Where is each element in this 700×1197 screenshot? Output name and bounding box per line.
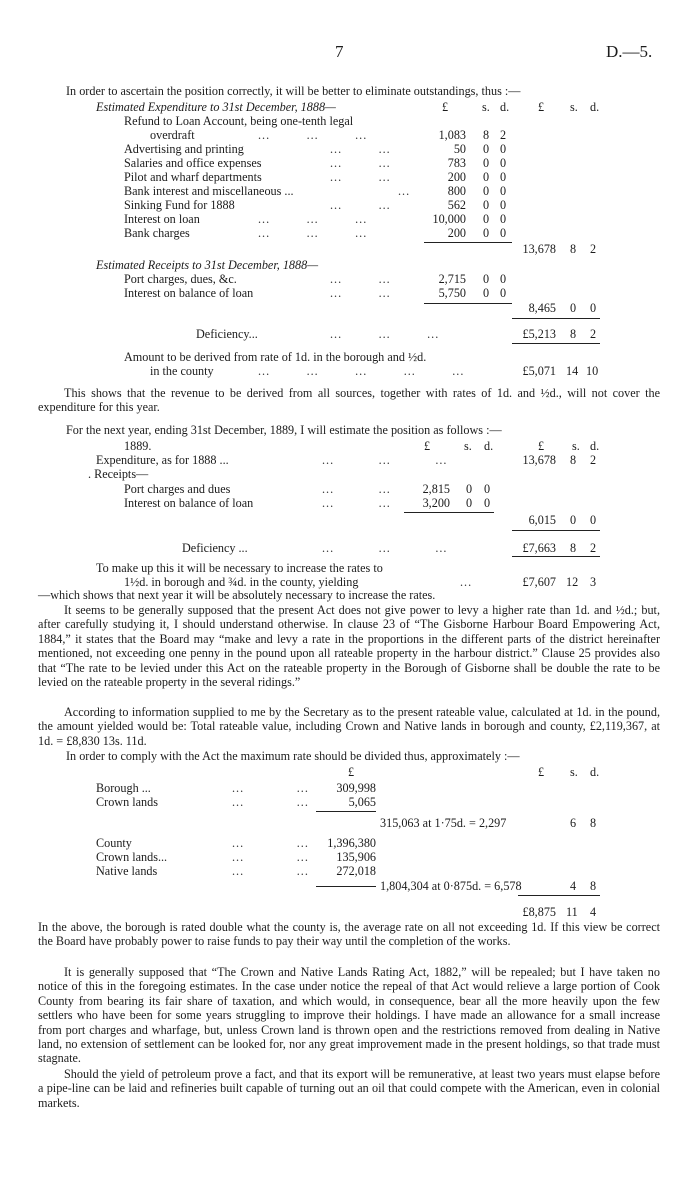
paragraph-act-powers: It seems to be generally supposed that the present Act does not give power to levy a higher rate than 1d. and ½d.; but, after carefully studying it, I should understand otherwise. In clause 23 of “The Gisborne Harbour Board Empowering Act, 1884,” it states that the Board may “make and levy a rate in the proportions in the different parts of the district hereinafter mentioned, not exceeding one penny in the pound upon all rateable property in the harbour district.” Clause 25 provides also that “The rate to be levied under this Act on the rateable property in the Borough of Gisborne shall be double the rate to be levied on the rateable property in the several ridings.” [38,603,660,690]
col-head-shillings-total: s. [572,439,580,453]
row-label: Interest on balance of loan [124,496,254,510]
row-pence: 0 [484,482,491,496]
expenditure-pence: 2 [590,453,597,467]
expenditure-shillings: 8 [570,453,577,467]
row-pence: 0 [484,496,491,510]
receipts-label: . Receipts— [88,467,149,481]
county-total: 1,804,304 at 0·875d. = 6,578 [380,879,522,893]
expenditure-total-pence: 2 [590,242,597,256]
row-pence: 0 [500,198,507,212]
row-label: Sinking Fund for 1888 [124,198,235,212]
row-shillings: 8 [483,128,490,142]
make-up-shillings: 12 [566,575,579,589]
deficiency-shillings: 8 [570,327,577,341]
receipts-total-pounds: 6,015 [528,513,556,527]
grand-total-shillings: 11 [566,905,578,919]
subtotal-rule [424,303,512,304]
rate-line: Amount to be derived from rate of 1d. in the borough and ½d. [124,350,427,364]
col-head-shillings: s. [482,100,490,114]
subtotal-rule [404,512,494,513]
col-head-pounds: £ [348,765,355,779]
borough-total: 315,063 at 1·75d. = 2,297 [380,816,507,830]
leader-dots: ... ... ... [258,128,368,142]
col-head-pence: d. [500,100,510,114]
row-pence: 0 [500,156,507,170]
col-head-shillings-total: s. [570,100,578,114]
row-shillings: 0 [483,142,490,156]
total-rule [512,556,600,557]
deficiency-pence: 2 [590,327,597,341]
paragraph-increase-rates: —which shows that next year it will be absolutely necessary to increase the rates. [38,588,436,602]
county-pence: 8 [590,879,597,893]
rate-line-county: in the county [150,364,214,378]
rate-value-pounds: £5,071 [522,364,556,378]
intro-maximum-rate: In order to comply with the Act the maximum rate should be divided thus, approximately :— [66,749,520,763]
col-head-shillings: s. [464,439,472,453]
row-value: 1,396,380 [327,836,376,850]
make-up-line: To make up this it will be necessary to increase the rates to [96,561,383,575]
row-label: Crown lands [96,795,158,809]
subtotal-rule [316,811,376,812]
total-rule [512,530,600,531]
row-shillings: 0 [483,156,490,170]
row-value: 272,018 [336,864,376,878]
leader-dots: ... ... [232,836,309,850]
row-pence: 0 [500,272,507,286]
deficiency-shillings: 8 [570,541,577,555]
leader-dots: ... ... [322,496,391,510]
col-head-pence-total: d. [590,100,600,114]
row-label: Bank charges [124,226,190,240]
make-up-pounds: £7,607 [522,575,556,589]
expenditure-total-shillings: 8 [570,242,577,256]
row-label: Pilot and wharf departments [124,170,262,184]
row-shillings: 0 [483,212,490,226]
intro-1889: For the next year, ending 31st December, 1889, I will estimate the position as follows :— [66,423,502,437]
row-pounds: 2,715 [438,272,466,286]
row-shillings: 0 [483,170,490,184]
leader-dots: ... ... [330,156,391,170]
deficiency-label: Deficiency ... [182,541,248,555]
intro-line: In order to ascertain the position correctly, it will be better to eliminate outstandings, thus :— [66,84,521,98]
col-head-pounds: £ [424,439,431,453]
borough-shillings: 6 [570,816,577,830]
total-rule [512,343,600,344]
row-pounds: 562 [447,198,466,212]
expenditure-label: Expenditure, as for 1888 ... [96,453,229,467]
document-reference: D.—5. [606,42,653,61]
leader-dots: ... ... ... [330,327,440,341]
col-head-pence-total: d. [590,765,600,779]
row-pounds: 5,750 [438,286,466,300]
row-pence: 0 [500,286,507,300]
row-pence: 0 [500,142,507,156]
leader-dots: ... ... [330,142,391,156]
leader-dots: ... ... ... [258,212,368,226]
leader-dots: ... [398,184,411,198]
row-pounds: 1,083 [438,128,466,142]
row-label: Port charges and dues [124,482,231,496]
leader-dots: ... ... [232,850,309,864]
row-shillings: 0 [483,286,490,300]
paragraph-crown-native-lands: It is generally supposed that “The Crown and Native Lands Rating Act, 1882,” will be repealed; but I have taken no notice of this in the foregoing estimates. In the case under notice the repeal of that Act would relieve a large portion of Cook County from bearing its fair share of taxation, and which would, in consequence, bear all the more heavily upon the few settlers who have been for some years struggling to improve their holdings. I have made an allowance for a small increase from port charges and wharfage, but, unless Crown land is thrown open and the restrictions removed from dealing in Native land, no extension of settlement can be looked for, nor any great improvement made in the present holdings, so that trade must stagnate. [38,965,660,1066]
row-label: Borough ... [96,781,151,795]
row-pence: 2 [500,128,507,142]
row-pounds: 800 [447,184,466,198]
row-value: 135,906 [336,850,376,864]
row-pence: 0 [500,184,507,198]
paragraph-revenue: This shows that the revenue to be derived from all sources, together with rates of 1d. and ½d., will not cover the expenditure for this year. [38,386,660,415]
receipts-total-pence: 0 [590,513,597,527]
row-pounds: 10,000 [432,212,466,226]
paragraph-borough-rating: In the above, the borough is rated double what the county is, the average rate on all not exceeding 1d. If this view be correct the Board have probably power to raise funds to pay their way until the completion of the works. [38,920,660,949]
col-head-pence: d. [484,439,494,453]
row-pounds: 200 [447,170,466,184]
leader-dots: ... ... [232,864,309,878]
row-pence: 0 [500,212,507,226]
expenditure-heading: Estimated Expenditure to 31st December, 1888— [96,100,336,114]
row-pence: 0 [500,226,507,240]
row-label: Advertising and printing [124,142,244,156]
subtotal-rule [424,242,512,243]
leader-dots: ... ... [330,286,391,300]
row-label: Native lands [96,864,158,878]
leader-dots: ... ... [330,170,391,184]
row-label: Interest on balance of loan [124,286,254,300]
page-number: 7 [335,42,344,61]
paragraph-petroleum: Should the yield of petroleum prove a fact, and that its export will be remunerative, at least two years must elapse before a pipe-line can be laid and refineries built capable of turning out an oil that could compete with the American, even in colonial markets. [38,1067,660,1110]
total-rule [512,318,600,319]
row-pence: 0 [500,170,507,184]
county-shillings: 4 [570,879,577,893]
rate-value-pence: 10 [586,364,599,378]
deficiency-pounds: £7,663 [522,541,556,555]
rate-value-shillings: 14 [566,364,579,378]
row-shillings: 0 [483,272,490,286]
leader-dots: ... ... ... ... ... [258,364,465,378]
row-label: Interest on loan [124,212,200,226]
col-head-shillings-total: s. [570,765,578,779]
col-head-pence-total: d. [590,439,600,453]
expenditure-total-pounds: 13,678 [522,242,556,256]
row-label: Port charges, dues, &c. [124,272,237,286]
row-shillings: 0 [483,184,490,198]
leader-dots: ... ... [322,482,391,496]
row-shillings: 0 [466,496,473,510]
deficiency-pence: 2 [590,541,597,555]
row-label: County [96,836,132,850]
year-label: 1889. [124,439,152,453]
leader-dots: ... ... [232,781,309,795]
row-value: 5,065 [348,795,376,809]
col-head-pounds-total: £ [538,439,545,453]
row-pounds: 200 [447,226,466,240]
expenditure-pounds: 13,678 [522,453,556,467]
subtotal-rule [316,886,376,887]
col-head-pounds: £ [442,100,449,114]
row-shillings: 0 [466,482,473,496]
receipts-total-shillings: 0 [570,513,577,527]
row-pounds: 2,815 [422,482,450,496]
col-head-pounds-total: £ [538,765,545,779]
leader-dots: ... [460,575,473,589]
grand-total-pounds: £8,875 [522,905,556,919]
row-label: Bank interest and miscellaneous ... [124,184,294,198]
make-up-line-rates: 1½d. in borough and ¾d. in the county, yielding [124,575,359,589]
row-value: 309,998 [336,781,376,795]
row-pounds: 3,200 [422,496,450,510]
row-label: Salaries and office expenses [124,156,262,170]
leader-dots: ... ... ... [322,453,448,467]
col-head-pounds-total: £ [538,100,545,114]
row-shillings: 0 [483,198,490,212]
row-pounds: 783 [447,156,466,170]
paragraph-rateable-value: According to information supplied to me by the Secretary as to the present rateable value, calculated at 1d. in the pound, the amount yielded would be: Total rateable value, including Crown and Native lands in borough and county, £2,119,367, at 1d. = £8,830 13s. 11d. [38,705,660,748]
receipts-total-shillings: 0 [570,301,577,315]
row-label: Crown lands... [96,850,168,864]
deficiency-label: Deficiency... [196,327,258,341]
leader-dots: ... ... [330,272,391,286]
deficiency-pounds: £5,213 [522,327,556,341]
receipts-total-pounds: 8,465 [528,301,556,315]
leader-dots: ... ... ... [258,226,368,240]
row-pounds: 50 [453,142,466,156]
total-rule [518,895,600,896]
leader-dots: ... ... ... [322,541,448,555]
row-shillings: 0 [483,226,490,240]
receipts-total-pence: 0 [590,301,597,315]
leader-dots: ... ... [330,198,391,212]
refund-line: Refund to Loan Account, being one-tenth legal [124,114,354,128]
row-label: overdraft [150,128,195,142]
leader-dots: ... ... [232,795,309,809]
make-up-pence: 3 [590,575,597,589]
borough-pence: 8 [590,816,597,830]
receipts-heading: Estimated Receipts to 31st December, 1888— [96,258,319,272]
grand-total-pence: 4 [590,905,597,919]
